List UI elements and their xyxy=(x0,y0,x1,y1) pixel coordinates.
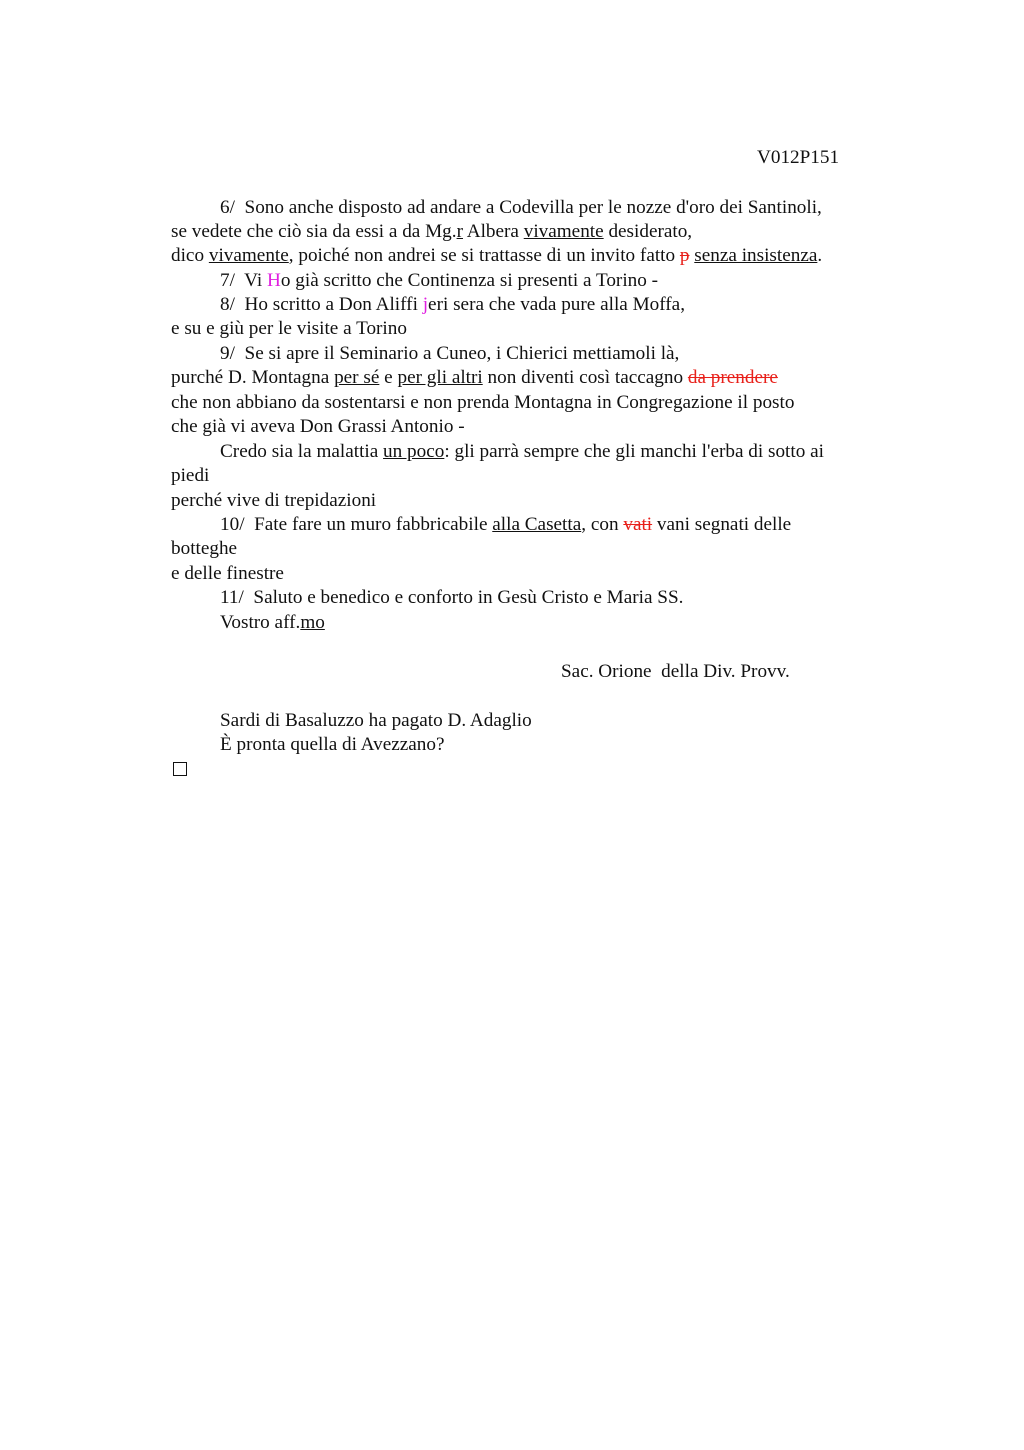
page-identifier: V012P151 xyxy=(757,147,840,168)
paragraph-credo-line: Credo sia la malattia un poco: gli parrà sempre che gli manchi l'erba di sotto ai xyxy=(220,441,824,462)
paragraph-6-line: 6/ Sono anche disposto ad andare a Codevilla per le nozze d'oro dei Santinoli, xyxy=(220,197,822,218)
signature: Sac. Orione della Div. Provv. xyxy=(561,661,790,682)
checkbox-glyph xyxy=(173,762,187,776)
closing-line: Vostro aff.mo xyxy=(220,612,325,633)
paragraph-8-line: 8/ Ho scritto a Don Aliffi jeri sera che vada pure alla Moffa, xyxy=(220,294,685,315)
underlined-text: vivamente xyxy=(523,221,604,242)
underlined-text: senza insistenza xyxy=(694,245,818,266)
paragraph-8-line: e su e giù per le visite a Torino xyxy=(171,318,407,339)
paragraph-6-line: se vedete che ciò sia da essi a da Mg.r Albera vivamente desiderato, xyxy=(171,221,693,242)
paragraph-10-line: e delle finestre xyxy=(171,563,284,584)
inserted-text: j xyxy=(422,294,429,315)
paragraph-6-line: dico vivamente, poiché non andrei se si trattasse di un invito fatto p senza insistenza. xyxy=(171,245,823,266)
underlined-text: vivamente xyxy=(208,245,289,266)
underlined-text: un poco xyxy=(383,441,445,462)
underlined-text: per sé xyxy=(334,367,380,388)
paragraph-7-line: 7/ Vi Ho già scritto che Continenza si presenti a Torino - xyxy=(220,270,659,291)
paragraph-credo-line: piedi xyxy=(171,465,210,486)
postscript-line: Sardi di Basaluzzo ha pagato D. Adaglio xyxy=(220,710,532,731)
paragraph-10-line: botteghe xyxy=(171,538,238,559)
underlined-text: per gli altri xyxy=(397,367,483,388)
paragraph-9-line: che non abbiano da sostentarsi e non prenda Montagna in Congregazione il posto xyxy=(171,392,795,413)
deleted-text: vati xyxy=(623,514,653,535)
inserted-text: H xyxy=(267,270,281,291)
paragraph-9-line: 9/ Se si apre il Seminario a Cuneo, i Chierici mettiamoli là, xyxy=(220,343,680,364)
paragraph-9-line: che già vi aveva Don Grassi Antonio - xyxy=(171,416,465,437)
paragraph-credo-line: perché vive di trepidazioni xyxy=(171,490,377,511)
paragraph-11-line: 11/ Saluto e benedico e conforto in Gesù Cristo e Maria SS. xyxy=(220,587,684,608)
postscript-line: È pronta quella di Avezzano? xyxy=(220,734,445,755)
underlined-text: alla Casetta xyxy=(492,514,582,535)
paragraph-10-line: 10/ Fate fare un muro fabbricabile alla Casetta, con vati vani segnati delle xyxy=(220,514,792,535)
deleted-text: p xyxy=(679,245,690,266)
paragraph-9-line: purché D. Montagna per sé e per gli altri non diventi così taccagno da prendere xyxy=(171,367,778,388)
underlined-text: mo xyxy=(300,612,325,633)
deleted-text: da prendere xyxy=(687,367,778,388)
